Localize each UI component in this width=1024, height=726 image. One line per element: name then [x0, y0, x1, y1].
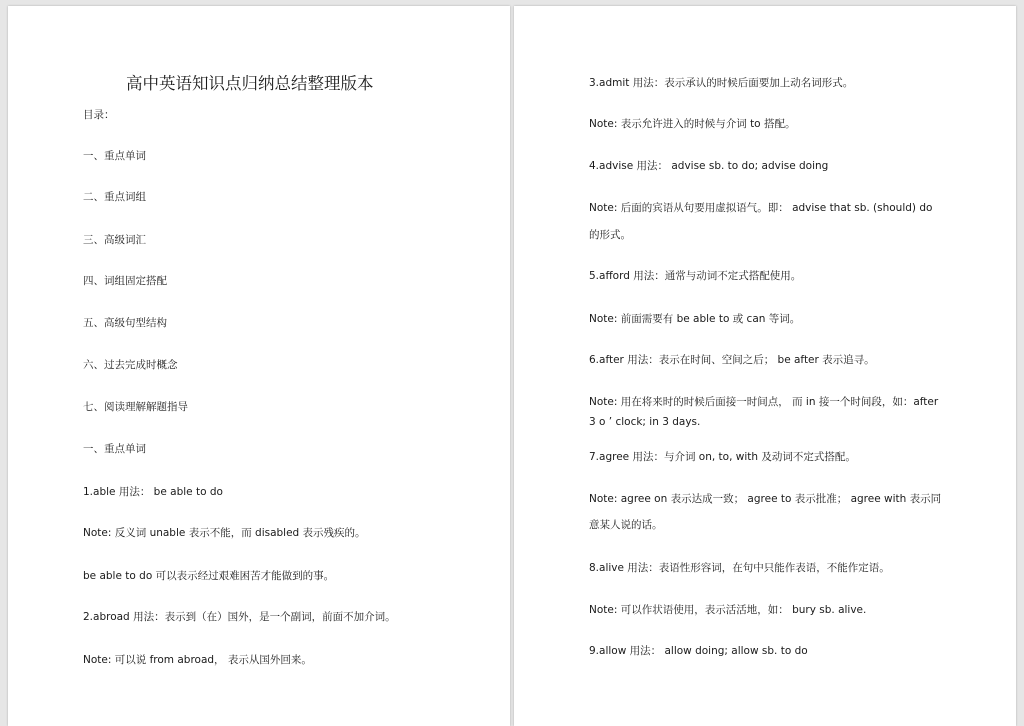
entry-alive: 8.alive 用法：表语性形容词，在句中只能作表语，不能作定语。	[589, 562, 890, 574]
document-page-right	[514, 6, 1016, 726]
toc-item-5: 五、高级句型结构	[83, 317, 167, 329]
note-after-cont: 3 o ’ clock; in 3 days.	[589, 416, 701, 428]
entry-agree: 7.agree 用法：与介词 on, to, with 及动词不定式搭配。	[589, 451, 856, 463]
note-advise-cont: 的形式。	[589, 229, 631, 241]
page-title: 高中英语知识点归纳总结整理版本	[126, 74, 374, 93]
note-able-2: be able to do 可以表示经过艰难困苦才能做到的事。	[83, 570, 335, 582]
toc-item-2: 二、重点词组	[83, 191, 146, 203]
toc-item-6: 六、过去完成时概念	[83, 359, 178, 371]
note-alive: Note: 可以作状语使用，表示活活地，如： bury sb. alive.	[589, 604, 867, 616]
entry-allow: 9.allow 用法： allow doing; allow sb. to do	[589, 645, 808, 657]
entry-afford: 5.afford 用法：通常与动词不定式搭配使用。	[589, 270, 802, 282]
toc-item-7: 七、阅读理解解题指导	[83, 401, 188, 413]
section-heading: 一、重点单词	[83, 443, 146, 455]
note-agree-cont: 意某人说的话。	[589, 519, 663, 531]
note-able: Note: 反义词 unable 表示不能，而 disabled 表示残疾的。	[83, 527, 366, 539]
note-afford: Note: 前面需要有 be able to 或 can 等词。	[589, 313, 801, 325]
entry-abroad: 2.abroad 用法：表示到（在）国外，是一个副词，前面不加介词。	[83, 611, 396, 623]
entry-advise: 4.advise 用法： advise sb. to do; advise doing	[589, 160, 829, 172]
toc-item-4: 四、词组固定搭配	[83, 275, 167, 287]
toc-heading: 目录：	[83, 109, 115, 121]
note-admit: Note: 表示允许进入的时候与介词 to 搭配。	[589, 118, 796, 130]
entry-admit: 3.admit 用法：表示承认的时候后面要加上动名词形式。	[589, 77, 854, 89]
document-page-left	[8, 6, 510, 726]
entry-able: 1.able 用法： be able to do	[83, 486, 223, 498]
toc-item-3: 三、高级词汇	[83, 234, 146, 246]
note-abroad: Note: 可以说 from abroad， 表示从国外回来。	[83, 654, 312, 666]
toc-item-1: 一、重点单词	[83, 150, 146, 162]
entry-after: 6.after 用法：表示在时间、空间之后； be after 表示追寻。	[589, 354, 875, 366]
note-after: Note: 用在将来时的时候后面接一时间点， 而 in 接一个时间段，如：after	[589, 396, 939, 408]
note-advise: Note: 后面的宾语从句要用虚拟语气。即： advise that sb. (should) do	[589, 202, 933, 214]
note-agree: Note: agree on 表示达成一致； agree to 表示批准； agree with 表示同	[589, 493, 942, 505]
